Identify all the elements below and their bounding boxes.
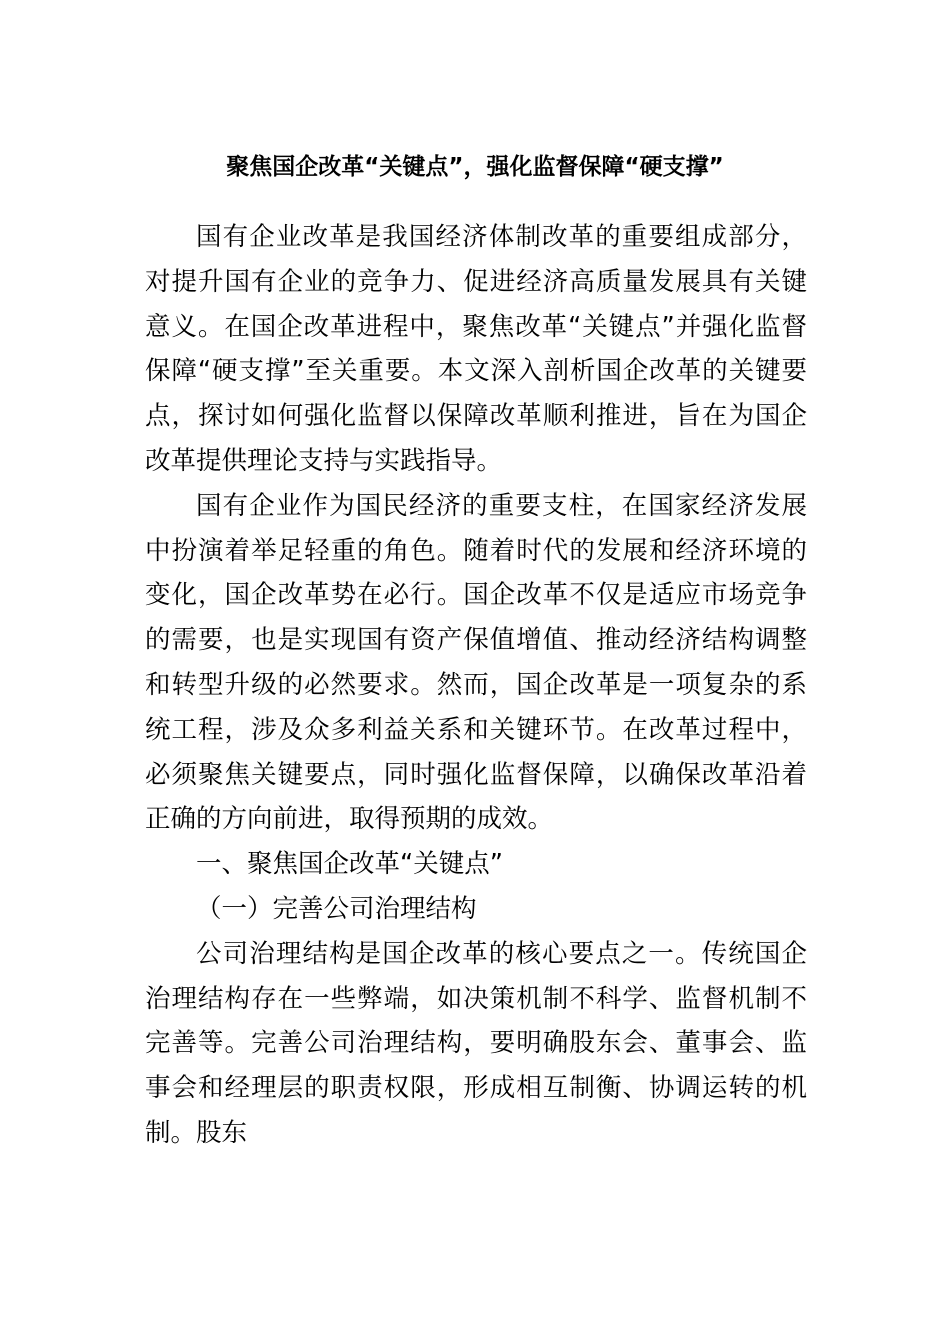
paragraph-line: 必须聚焦关键要点，同时强化监督保障，以确保改革沿着 — [145, 759, 807, 790]
paragraph-line: 公司治理结构是国企改革的核心要点之一。传统国企 — [196, 938, 807, 969]
document-title: 聚焦国企改革“关键点”，强化监督保障“硬支撑” — [226, 154, 724, 180]
paragraph-line: 统工程，涉及众多利益关系和关键环节。在改革过程中， — [145, 714, 807, 745]
paragraph-line: 正确的方向前进，取得预期的成效。 — [145, 804, 554, 835]
paragraph-line: 制。股东 — [145, 1117, 248, 1148]
paragraph-line: 意义。在国企改革进程中，聚焦改革“关键点”并强化监督 — [145, 311, 807, 342]
paragraph-line: 改革提供理论支持与实践指导。 — [145, 445, 503, 476]
paragraph-line: 中扮演着举足轻重的角色。随着时代的发展和经济环境的 — [145, 535, 807, 566]
paragraph-line: 完善等。完善公司治理结构，要明确股东会、董事会、监 — [145, 1028, 807, 1059]
paragraph-line: 点，探讨如何强化监督以保障改革顺利推进，旨在为国企 — [145, 401, 807, 432]
paragraph-line: 变化，国企改革势在必行。国企改革不仅是适应市场竞争 — [145, 580, 807, 611]
paragraph-line: 国有企业作为国民经济的重要支柱，在国家经济发展 — [196, 490, 807, 521]
paragraph-line: 和转型升级的必然要求。然而，国企改革是一项复杂的系 — [145, 669, 807, 700]
paragraph-line: 国有企业改革是我国经济体制改革的重要组成部分， — [196, 222, 807, 252]
paragraph-line: 保障“硬支撑”至关重要。本文深入剖析国企改革的关键要 — [145, 356, 807, 387]
section-heading: 一、聚焦国企改革“关键点” — [196, 849, 503, 880]
paragraph-line: 事会和经理层的职责权限，形成相互制衡、协调运转的机 — [145, 1073, 807, 1104]
paragraph-line: 的需要，也是实现国有资产保值增值、推动经济结构调整 — [145, 625, 807, 656]
paragraph-line: 对提升国有企业的竞争力、促进经济高质量发展具有关键 — [145, 266, 807, 297]
subsection-heading: （一）完善公司治理结构 — [196, 893, 477, 924]
paragraph-line: 治理结构存在一些弊端，如决策机制不科学、监督机制不 — [145, 983, 807, 1014]
document-body — [145, 215, 807, 1156]
